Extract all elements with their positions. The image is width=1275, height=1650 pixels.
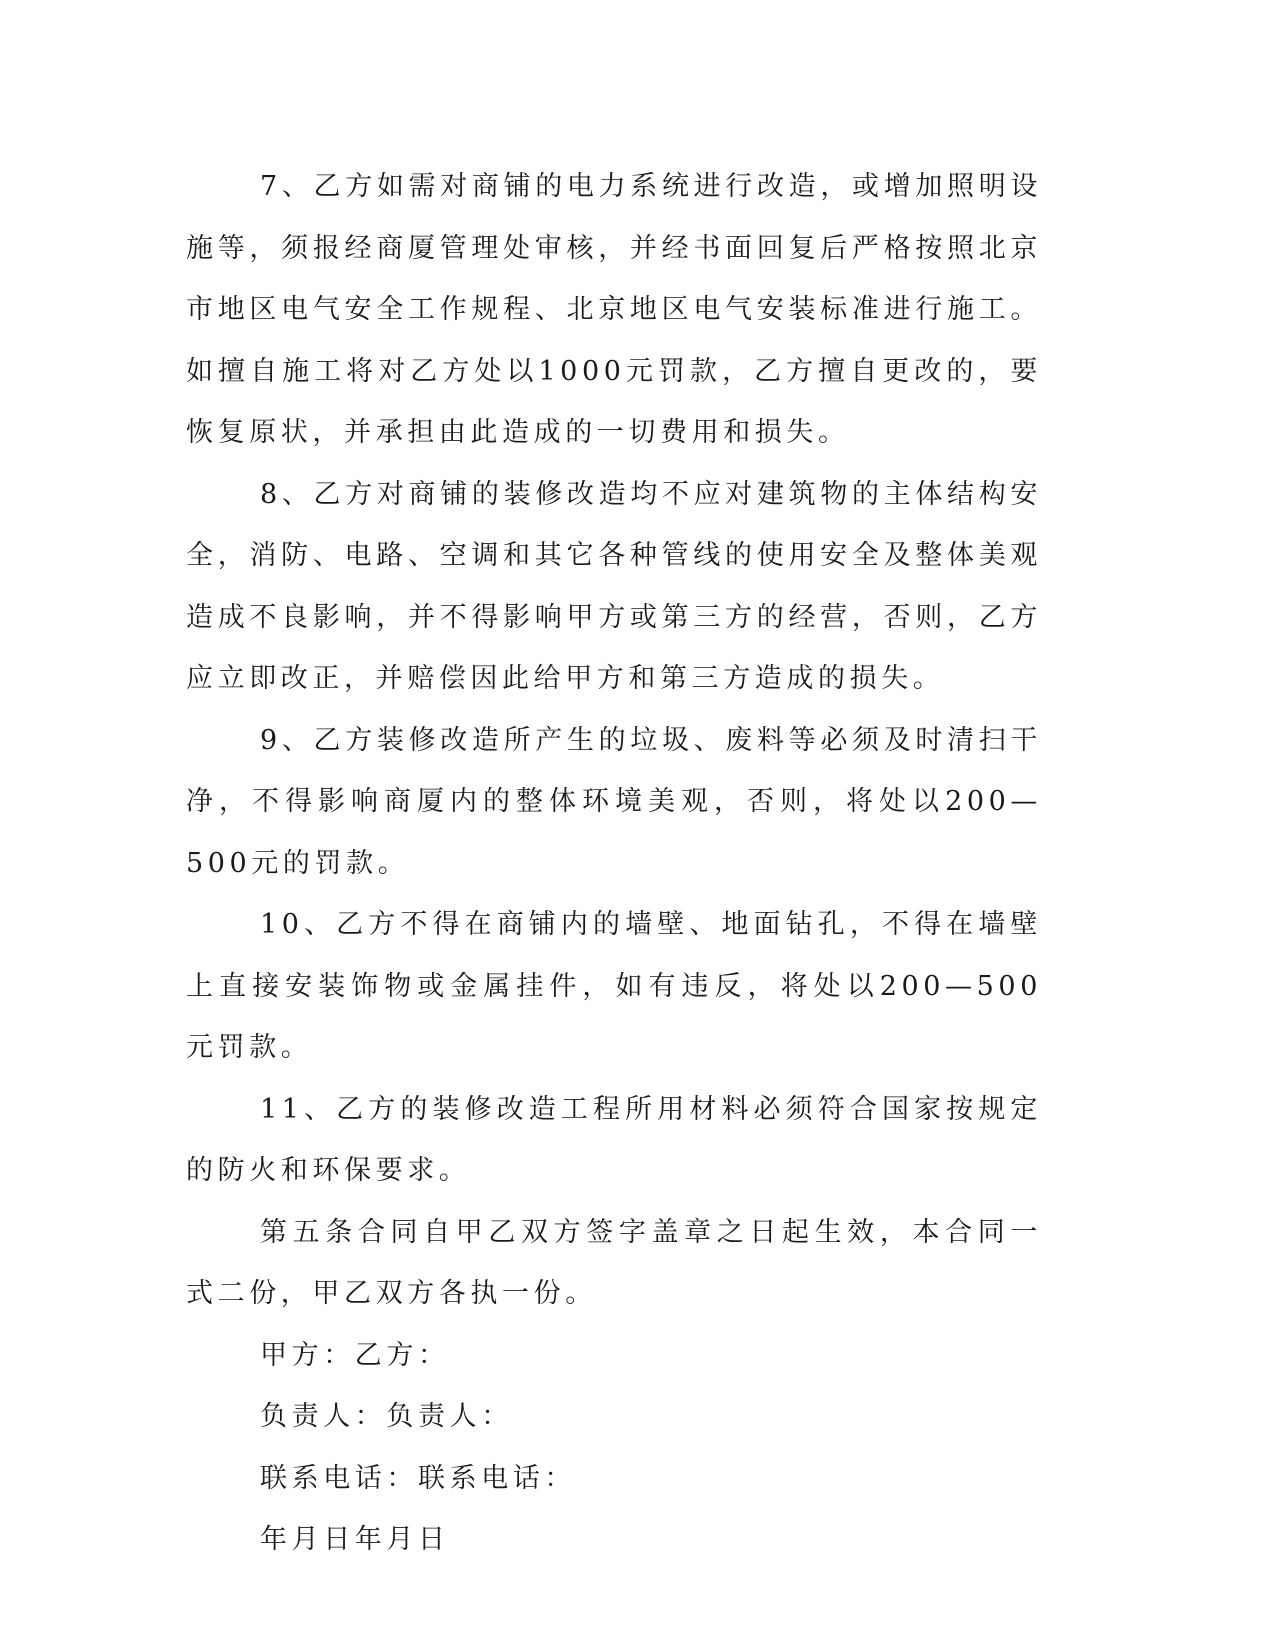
signature-responsible: 负责人：负责人：: [260, 1401, 513, 1432]
clause-8: 8、乙方对商铺的装修改造均不应对建筑物的主体结构安全，消防、电路、空调和其它各种管线的使用安全及整体美观造成不良影响，并不得影响甲方或第三方的经营，否则，乙方应立即改正，并赔偿因此给甲方和第三方造成的损失。: [186, 478, 1042, 694]
article-5: 第五条合同自甲乙双方签字盖章之日起生效，本合同一式二份，甲乙双方各执一份。: [186, 1216, 1042, 1309]
signature-phone: 联系电话：联系电话：: [260, 1462, 576, 1494]
signature-date: 年月日年月日: [260, 1524, 450, 1555]
document-page: [186, 156, 1042, 1571]
clause-11: 11、乙方的装修改造工程所用材料必须符合国家按规定的防火和环保要求。: [186, 1093, 1042, 1186]
clause-9: 9、乙方装修改造所产生的垃圾、废料等必须及时清扫干净，不得影响商厦内的整体环境美观，否则，将处以200—500元的罚款。: [186, 724, 1042, 879]
clause-10: 10、乙方不得在商铺内的墙壁、地面钻孔，不得在墙壁上直接安装饰物或金属挂件，如有违反，将处以200—500元罚款。: [186, 909, 1042, 1063]
signature-parties: 甲方：乙方：: [260, 1339, 450, 1371]
clause-7: 7、乙方如需对商铺的电力系统进行改造，或增加照明设施等，须报经商厦管理处审核，并经书面回复后严格按照北京市地区电气安全工作规程、北京地区电气安装标准进行施工。如擅自施工将对乙方处以1000元罚款，乙方擅自更改的，要恢复原状，并承担由此造成的一切费用和损失。: [186, 171, 1042, 448]
